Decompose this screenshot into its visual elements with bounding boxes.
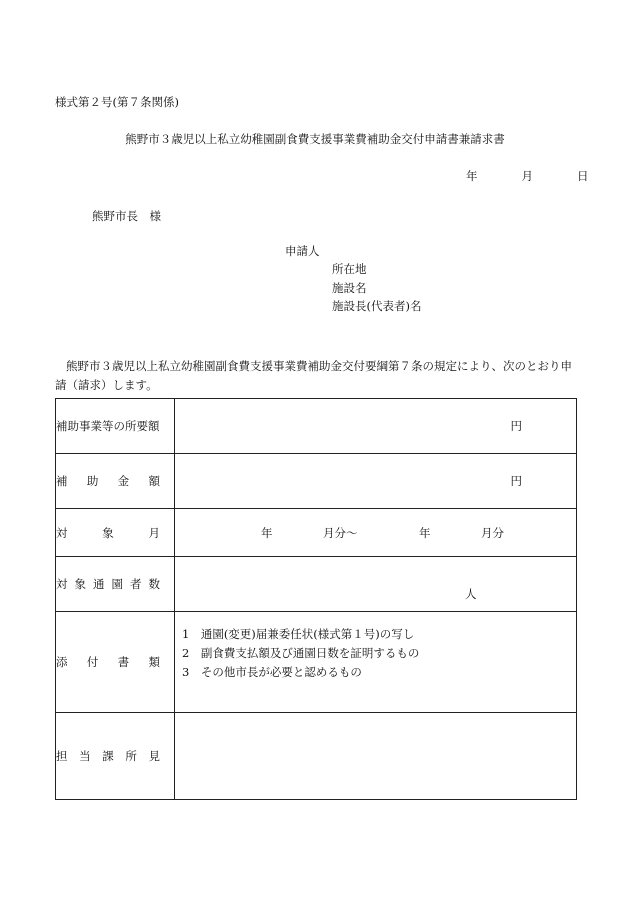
required-amount-field[interactable] — [175, 399, 577, 454]
form-number: 様式第２号(第７条関係) — [55, 95, 179, 109]
document-title: 熊野市３歳児以上私立幼稚園副食費支援事業費補助金交付申請書兼請求書 — [125, 132, 505, 146]
list-item: 3 その他市長が必要と認めるもの — [182, 664, 362, 679]
target-month-label: 対 象 月 — [56, 509, 175, 557]
opinion-label: 担 当 課 所 見 — [56, 713, 175, 800]
table-row — [56, 509, 577, 557]
required-amount-label: 補助事業等の所要額 — [56, 399, 175, 454]
grant-amount-label: 補 助 金 額 — [56, 454, 175, 509]
table-row — [56, 454, 577, 509]
table-row — [56, 557, 577, 612]
addressee: 熊野市長 様 — [92, 209, 161, 223]
table-row — [56, 399, 577, 454]
applicant-head-label: 施設長(代表者)名 — [332, 299, 422, 313]
opinion-field[interactable] — [175, 713, 577, 800]
attachments-list — [175, 612, 577, 713]
children-count-label: 対 象 通 園 者 数 — [56, 557, 175, 612]
applicant-heading: 申請人 — [285, 244, 320, 258]
list-item: 1 通園(変更)届兼委任状(様式第１号)の写し — [182, 626, 415, 641]
from-month: 月分～ — [323, 525, 358, 540]
to-month: 月分 — [481, 525, 504, 540]
table-row — [56, 612, 577, 713]
to-year: 年 — [419, 525, 431, 540]
from-year: 年 — [261, 525, 273, 540]
yen-unit: 円 — [510, 474, 522, 488]
table-row — [56, 713, 577, 800]
applicant-address-label: 所在地 — [332, 262, 367, 276]
person-unit: 人 — [465, 587, 477, 601]
children-count-field[interactable] — [175, 557, 577, 612]
date-line — [466, 168, 589, 184]
application-table — [55, 398, 577, 800]
target-month-field[interactable] — [175, 509, 577, 557]
date-year: 年 — [466, 169, 478, 183]
grant-amount-field[interactable] — [175, 454, 577, 509]
date-month: 月 — [521, 169, 533, 183]
applicant-facility-label: 施設名 — [332, 281, 367, 295]
intro-paragraph: 熊野市３歳児以上私立幼稚園副食費支援事業費補助金交付要綱第７条の規定により、次のとおり申請（請求）します。 — [55, 359, 572, 392]
attachments-label: 添 付 書 類 — [56, 612, 175, 713]
yen-unit: 円 — [510, 419, 522, 433]
date-day: 日 — [577, 169, 589, 183]
list-item: 2 副食費支払額及び通園日数を証明するもの — [182, 645, 420, 660]
